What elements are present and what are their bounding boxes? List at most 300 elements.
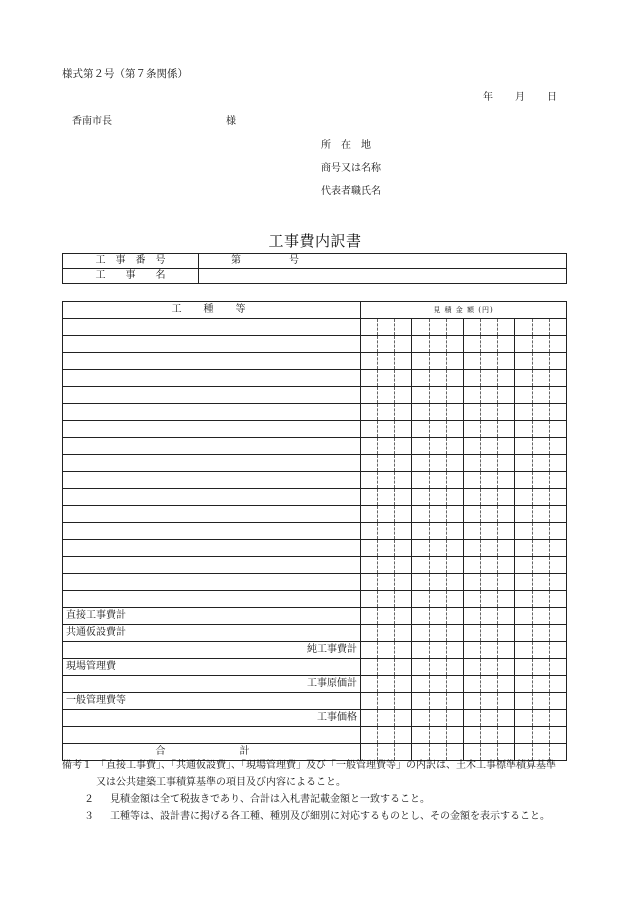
amount-digit-cell[interactable] — [532, 370, 549, 387]
amount-digit-cell[interactable] — [515, 642, 532, 659]
amount-digit-cell[interactable] — [378, 506, 395, 523]
item-cell[interactable] — [63, 540, 361, 557]
amount-digit-cell[interactable] — [412, 523, 429, 540]
amount-digit-cell[interactable] — [481, 557, 498, 574]
amount-digit-cell[interactable] — [446, 319, 463, 336]
item-cell[interactable] — [63, 404, 361, 421]
amount-digit-cell[interactable] — [549, 370, 566, 387]
item-cell[interactable] — [63, 523, 361, 540]
amount-digit-cell[interactable] — [498, 438, 515, 455]
amount-digit-cell[interactable] — [549, 591, 566, 608]
amount-digit-cell[interactable] — [446, 353, 463, 370]
amount-digit-cell[interactable] — [412, 693, 429, 710]
amount-digit-cell[interactable] — [481, 659, 498, 676]
item-cell[interactable] — [63, 387, 361, 404]
item-cell[interactable] — [63, 574, 361, 591]
amount-digit-cell[interactable] — [412, 506, 429, 523]
amount-digit-cell[interactable] — [378, 353, 395, 370]
amount-digit-cell[interactable] — [429, 336, 446, 353]
amount-digit-cell[interactable] — [481, 727, 498, 744]
amount-digit-cell[interactable] — [515, 574, 532, 591]
item-cell[interactable] — [63, 506, 361, 523]
amount-digit-cell[interactable] — [463, 523, 480, 540]
amount-digit-cell[interactable] — [412, 438, 429, 455]
amount-digit-cell[interactable] — [412, 455, 429, 472]
amount-digit-cell[interactable] — [446, 727, 463, 744]
amount-digit-cell[interactable] — [463, 353, 480, 370]
amount-digit-cell[interactable] — [395, 472, 412, 489]
amount-digit-cell[interactable] — [481, 574, 498, 591]
amount-digit-cell[interactable] — [446, 506, 463, 523]
amount-digit-cell[interactable] — [361, 523, 378, 540]
amount-digit-cell[interactable] — [429, 710, 446, 727]
amount-digit-cell[interactable] — [361, 574, 378, 591]
amount-digit-cell[interactable] — [463, 370, 480, 387]
amount-digit-cell[interactable] — [378, 523, 395, 540]
amount-digit-cell[interactable] — [549, 676, 566, 693]
amount-digit-cell[interactable] — [532, 659, 549, 676]
amount-digit-cell[interactable] — [481, 404, 498, 421]
amount-digit-cell[interactable] — [361, 336, 378, 353]
amount-digit-cell[interactable] — [412, 370, 429, 387]
amount-digit-cell[interactable] — [549, 540, 566, 557]
amount-digit-cell[interactable] — [361, 727, 378, 744]
amount-digit-cell[interactable] — [378, 557, 395, 574]
amount-digit-cell[interactable] — [395, 404, 412, 421]
amount-digit-cell[interactable] — [463, 591, 480, 608]
amount-digit-cell[interactable] — [361, 455, 378, 472]
amount-digit-cell[interactable] — [498, 710, 515, 727]
amount-digit-cell[interactable] — [378, 574, 395, 591]
amount-digit-cell[interactable] — [395, 727, 412, 744]
amount-digit-cell[interactable] — [361, 540, 378, 557]
amount-digit-cell[interactable] — [463, 489, 480, 506]
amount-digit-cell[interactable] — [395, 506, 412, 523]
item-cell[interactable] — [63, 353, 361, 370]
amount-digit-cell[interactable] — [463, 421, 480, 438]
amount-digit-cell[interactable] — [361, 370, 378, 387]
amount-digit-cell[interactable] — [412, 574, 429, 591]
amount-digit-cell[interactable] — [515, 472, 532, 489]
amount-digit-cell[interactable] — [498, 676, 515, 693]
amount-digit-cell[interactable] — [361, 625, 378, 642]
amount-digit-cell[interactable] — [498, 608, 515, 625]
amount-digit-cell[interactable] — [395, 421, 412, 438]
amount-digit-cell[interactable] — [412, 557, 429, 574]
amount-digit-cell[interactable] — [361, 404, 378, 421]
amount-digit-cell[interactable] — [498, 506, 515, 523]
amount-digit-cell[interactable] — [395, 523, 412, 540]
amount-digit-cell[interactable] — [515, 676, 532, 693]
amount-digit-cell[interactable] — [446, 591, 463, 608]
amount-digit-cell[interactable] — [412, 659, 429, 676]
amount-digit-cell[interactable] — [532, 438, 549, 455]
amount-digit-cell[interactable] — [446, 693, 463, 710]
amount-digit-cell[interactable] — [395, 591, 412, 608]
amount-digit-cell[interactable] — [498, 540, 515, 557]
amount-digit-cell[interactable] — [395, 676, 412, 693]
amount-digit-cell[interactable] — [481, 455, 498, 472]
amount-digit-cell[interactable] — [412, 642, 429, 659]
amount-digit-cell[interactable] — [463, 455, 480, 472]
amount-digit-cell[interactable] — [515, 608, 532, 625]
item-cell[interactable] — [63, 438, 361, 455]
amount-digit-cell[interactable] — [515, 557, 532, 574]
amount-digit-cell[interactable] — [446, 404, 463, 421]
amount-digit-cell[interactable] — [378, 421, 395, 438]
amount-digit-cell[interactable] — [412, 608, 429, 625]
amount-digit-cell[interactable] — [361, 353, 378, 370]
amount-digit-cell[interactable] — [446, 608, 463, 625]
amount-digit-cell[interactable] — [395, 642, 412, 659]
amount-digit-cell[interactable] — [481, 540, 498, 557]
amount-digit-cell[interactable] — [481, 710, 498, 727]
amount-digit-cell[interactable] — [361, 591, 378, 608]
amount-digit-cell[interactable] — [498, 336, 515, 353]
amount-digit-cell[interactable] — [446, 489, 463, 506]
amount-digit-cell[interactable] — [395, 693, 412, 710]
amount-digit-cell[interactable] — [498, 659, 515, 676]
amount-digit-cell[interactable] — [515, 659, 532, 676]
amount-digit-cell[interactable] — [463, 336, 480, 353]
amount-digit-cell[interactable] — [532, 319, 549, 336]
amount-digit-cell[interactable] — [378, 693, 395, 710]
amount-digit-cell[interactable] — [463, 574, 480, 591]
amount-digit-cell[interactable] — [378, 319, 395, 336]
amount-digit-cell[interactable] — [395, 608, 412, 625]
amount-digit-cell[interactable] — [515, 438, 532, 455]
amount-digit-cell[interactable] — [378, 438, 395, 455]
amount-digit-cell[interactable] — [412, 727, 429, 744]
amount-digit-cell[interactable] — [549, 574, 566, 591]
amount-digit-cell[interactable] — [532, 336, 549, 353]
amount-digit-cell[interactable] — [361, 676, 378, 693]
amount-digit-cell[interactable] — [549, 353, 566, 370]
amount-digit-cell[interactable] — [481, 608, 498, 625]
amount-digit-cell[interactable] — [515, 489, 532, 506]
amount-digit-cell[interactable] — [463, 659, 480, 676]
amount-digit-cell[interactable] — [395, 387, 412, 404]
amount-digit-cell[interactable] — [532, 455, 549, 472]
amount-digit-cell[interactable] — [395, 438, 412, 455]
amount-digit-cell[interactable] — [429, 557, 446, 574]
amount-digit-cell[interactable] — [395, 540, 412, 557]
amount-digit-cell[interactable] — [463, 676, 480, 693]
amount-digit-cell[interactable] — [515, 370, 532, 387]
amount-digit-cell[interactable] — [412, 489, 429, 506]
amount-digit-cell[interactable] — [429, 608, 446, 625]
amount-digit-cell[interactable] — [481, 523, 498, 540]
amount-digit-cell[interactable] — [463, 438, 480, 455]
amount-digit-cell[interactable] — [481, 489, 498, 506]
amount-digit-cell[interactable] — [446, 625, 463, 642]
amount-digit-cell[interactable] — [361, 319, 378, 336]
amount-digit-cell[interactable] — [378, 370, 395, 387]
amount-digit-cell[interactable] — [498, 727, 515, 744]
amount-digit-cell[interactable] — [378, 676, 395, 693]
item-cell[interactable] — [63, 557, 361, 574]
amount-digit-cell[interactable] — [515, 421, 532, 438]
amount-digit-cell[interactable] — [549, 625, 566, 642]
amount-digit-cell[interactable] — [549, 319, 566, 336]
amount-digit-cell[interactable] — [429, 319, 446, 336]
amount-digit-cell[interactable] — [446, 557, 463, 574]
amount-digit-cell[interactable] — [481, 336, 498, 353]
amount-digit-cell[interactable] — [515, 625, 532, 642]
amount-digit-cell[interactable] — [446, 710, 463, 727]
amount-digit-cell[interactable] — [532, 404, 549, 421]
item-cell[interactable] — [63, 319, 361, 336]
amount-digit-cell[interactable] — [378, 642, 395, 659]
amount-digit-cell[interactable] — [412, 421, 429, 438]
amount-digit-cell[interactable] — [515, 727, 532, 744]
amount-digit-cell[interactable] — [498, 319, 515, 336]
amount-digit-cell[interactable] — [378, 591, 395, 608]
amount-digit-cell[interactable] — [498, 472, 515, 489]
amount-digit-cell[interactable] — [463, 540, 480, 557]
amount-digit-cell[interactable] — [378, 489, 395, 506]
amount-digit-cell[interactable] — [395, 625, 412, 642]
amount-digit-cell[interactable] — [378, 336, 395, 353]
amount-digit-cell[interactable] — [532, 693, 549, 710]
amount-digit-cell[interactable] — [532, 676, 549, 693]
amount-digit-cell[interactable] — [446, 421, 463, 438]
amount-digit-cell[interactable] — [498, 421, 515, 438]
amount-digit-cell[interactable] — [395, 319, 412, 336]
amount-digit-cell[interactable] — [361, 608, 378, 625]
amount-digit-cell[interactable] — [532, 625, 549, 642]
amount-digit-cell[interactable] — [429, 523, 446, 540]
amount-digit-cell[interactable] — [361, 557, 378, 574]
amount-digit-cell[interactable] — [429, 472, 446, 489]
amount-digit-cell[interactable] — [446, 523, 463, 540]
amount-digit-cell[interactable] — [378, 455, 395, 472]
amount-digit-cell[interactable] — [549, 438, 566, 455]
item-cell[interactable] — [63, 591, 361, 608]
amount-digit-cell[interactable] — [515, 387, 532, 404]
amount-digit-cell[interactable] — [429, 404, 446, 421]
amount-digit-cell[interactable] — [361, 710, 378, 727]
amount-digit-cell[interactable] — [498, 387, 515, 404]
amount-digit-cell[interactable] — [532, 540, 549, 557]
amount-digit-cell[interactable] — [395, 353, 412, 370]
amount-digit-cell[interactable] — [378, 625, 395, 642]
amount-digit-cell[interactable] — [412, 387, 429, 404]
amount-digit-cell[interactable] — [532, 591, 549, 608]
amount-digit-cell[interactable] — [515, 591, 532, 608]
amount-digit-cell[interactable] — [429, 642, 446, 659]
amount-digit-cell[interactable] — [532, 489, 549, 506]
amount-digit-cell[interactable] — [395, 370, 412, 387]
amount-digit-cell[interactable] — [463, 727, 480, 744]
amount-digit-cell[interactable] — [463, 625, 480, 642]
amount-digit-cell[interactable] — [549, 506, 566, 523]
amount-digit-cell[interactable] — [515, 319, 532, 336]
amount-digit-cell[interactable] — [463, 710, 480, 727]
amount-digit-cell[interactable] — [515, 336, 532, 353]
amount-digit-cell[interactable] — [481, 625, 498, 642]
amount-digit-cell[interactable] — [378, 387, 395, 404]
amount-digit-cell[interactable] — [463, 506, 480, 523]
amount-digit-cell[interactable] — [429, 489, 446, 506]
amount-digit-cell[interactable] — [532, 574, 549, 591]
amount-digit-cell[interactable] — [498, 625, 515, 642]
amount-digit-cell[interactable] — [429, 625, 446, 642]
amount-digit-cell[interactable] — [515, 455, 532, 472]
amount-digit-cell[interactable] — [532, 421, 549, 438]
amount-digit-cell[interactable] — [532, 387, 549, 404]
amount-digit-cell[interactable] — [412, 676, 429, 693]
amount-digit-cell[interactable] — [378, 540, 395, 557]
amount-digit-cell[interactable] — [549, 693, 566, 710]
amount-digit-cell[interactable] — [549, 489, 566, 506]
amount-digit-cell[interactable] — [446, 336, 463, 353]
amount-digit-cell[interactable] — [395, 455, 412, 472]
work-number-field[interactable] — [199, 254, 567, 269]
amount-digit-cell[interactable] — [532, 642, 549, 659]
amount-digit-cell[interactable] — [446, 574, 463, 591]
amount-digit-cell[interactable] — [446, 472, 463, 489]
amount-digit-cell[interactable] — [515, 353, 532, 370]
amount-digit-cell[interactable] — [481, 693, 498, 710]
amount-digit-cell[interactable] — [429, 574, 446, 591]
amount-digit-cell[interactable] — [361, 472, 378, 489]
amount-digit-cell[interactable] — [412, 353, 429, 370]
amount-digit-cell[interactable] — [429, 676, 446, 693]
amount-digit-cell[interactable] — [498, 523, 515, 540]
amount-digit-cell[interactable] — [481, 642, 498, 659]
amount-digit-cell[interactable] — [498, 370, 515, 387]
amount-digit-cell[interactable] — [395, 574, 412, 591]
item-cell[interactable] — [63, 370, 361, 387]
item-cell[interactable] — [63, 421, 361, 438]
amount-digit-cell[interactable] — [412, 336, 429, 353]
amount-digit-cell[interactable] — [498, 642, 515, 659]
amount-digit-cell[interactable] — [395, 489, 412, 506]
amount-digit-cell[interactable] — [463, 472, 480, 489]
amount-digit-cell[interactable] — [515, 540, 532, 557]
amount-digit-cell[interactable] — [446, 642, 463, 659]
amount-digit-cell[interactable] — [378, 659, 395, 676]
amount-digit-cell[interactable] — [378, 727, 395, 744]
work-name-field[interactable] — [199, 269, 567, 284]
amount-digit-cell[interactable] — [532, 727, 549, 744]
amount-digit-cell[interactable] — [378, 710, 395, 727]
amount-digit-cell[interactable] — [429, 659, 446, 676]
amount-digit-cell[interactable] — [549, 642, 566, 659]
amount-digit-cell[interactable] — [498, 591, 515, 608]
amount-digit-cell[interactable] — [412, 591, 429, 608]
amount-digit-cell[interactable] — [532, 557, 549, 574]
amount-digit-cell[interactable] — [429, 421, 446, 438]
amount-digit-cell[interactable] — [429, 370, 446, 387]
amount-digit-cell[interactable] — [463, 608, 480, 625]
amount-digit-cell[interactable] — [549, 557, 566, 574]
amount-digit-cell[interactable] — [378, 472, 395, 489]
amount-digit-cell[interactable] — [361, 659, 378, 676]
amount-digit-cell[interactable] — [549, 727, 566, 744]
amount-digit-cell[interactable] — [361, 693, 378, 710]
amount-digit-cell[interactable] — [549, 710, 566, 727]
amount-digit-cell[interactable] — [412, 404, 429, 421]
amount-digit-cell[interactable] — [446, 659, 463, 676]
amount-digit-cell[interactable] — [532, 353, 549, 370]
amount-digit-cell[interactable] — [429, 540, 446, 557]
amount-digit-cell[interactable] — [429, 693, 446, 710]
amount-digit-cell[interactable] — [481, 506, 498, 523]
amount-digit-cell[interactable] — [463, 319, 480, 336]
amount-digit-cell[interactable] — [429, 387, 446, 404]
amount-digit-cell[interactable] — [549, 336, 566, 353]
amount-digit-cell[interactable] — [412, 625, 429, 642]
item-cell[interactable] — [63, 472, 361, 489]
amount-digit-cell[interactable] — [429, 591, 446, 608]
amount-digit-cell[interactable] — [481, 319, 498, 336]
amount-digit-cell[interactable] — [361, 642, 378, 659]
amount-digit-cell[interactable] — [515, 710, 532, 727]
amount-digit-cell[interactable] — [532, 472, 549, 489]
amount-digit-cell[interactable] — [481, 676, 498, 693]
amount-digit-cell[interactable] — [549, 404, 566, 421]
amount-digit-cell[interactable] — [549, 608, 566, 625]
amount-digit-cell[interactable] — [481, 472, 498, 489]
item-cell[interactable] — [63, 455, 361, 472]
amount-digit-cell[interactable] — [463, 642, 480, 659]
amount-digit-cell[interactable] — [361, 421, 378, 438]
amount-digit-cell[interactable] — [532, 608, 549, 625]
amount-digit-cell[interactable] — [412, 710, 429, 727]
amount-digit-cell[interactable] — [498, 353, 515, 370]
amount-digit-cell[interactable] — [515, 506, 532, 523]
amount-digit-cell[interactable] — [549, 421, 566, 438]
amount-digit-cell[interactable] — [515, 523, 532, 540]
amount-digit-cell[interactable] — [395, 557, 412, 574]
amount-digit-cell[interactable] — [446, 438, 463, 455]
amount-digit-cell[interactable] — [446, 676, 463, 693]
amount-digit-cell[interactable] — [463, 387, 480, 404]
amount-digit-cell[interactable] — [498, 574, 515, 591]
amount-digit-cell[interactable] — [463, 693, 480, 710]
amount-digit-cell[interactable] — [549, 455, 566, 472]
amount-digit-cell[interactable] — [549, 472, 566, 489]
amount-digit-cell[interactable] — [498, 693, 515, 710]
amount-digit-cell[interactable] — [412, 540, 429, 557]
amount-digit-cell[interactable] — [429, 727, 446, 744]
amount-digit-cell[interactable] — [549, 523, 566, 540]
amount-digit-cell[interactable] — [429, 506, 446, 523]
amount-digit-cell[interactable] — [361, 438, 378, 455]
amount-digit-cell[interactable] — [412, 472, 429, 489]
item-cell[interactable] — [63, 489, 361, 506]
amount-digit-cell[interactable] — [378, 608, 395, 625]
item-cell[interactable] — [63, 336, 361, 353]
amount-digit-cell[interactable] — [446, 370, 463, 387]
amount-digit-cell[interactable] — [498, 455, 515, 472]
amount-digit-cell[interactable] — [532, 506, 549, 523]
amount-digit-cell[interactable] — [498, 557, 515, 574]
amount-digit-cell[interactable] — [515, 404, 532, 421]
amount-digit-cell[interactable] — [549, 659, 566, 676]
amount-digit-cell[interactable] — [378, 404, 395, 421]
amount-digit-cell[interactable] — [463, 557, 480, 574]
amount-digit-cell[interactable] — [395, 659, 412, 676]
amount-digit-cell[interactable] — [532, 523, 549, 540]
amount-digit-cell[interactable] — [498, 489, 515, 506]
amount-digit-cell[interactable] — [429, 438, 446, 455]
amount-digit-cell[interactable] — [395, 710, 412, 727]
amount-digit-cell[interactable] — [361, 387, 378, 404]
amount-digit-cell[interactable] — [532, 710, 549, 727]
